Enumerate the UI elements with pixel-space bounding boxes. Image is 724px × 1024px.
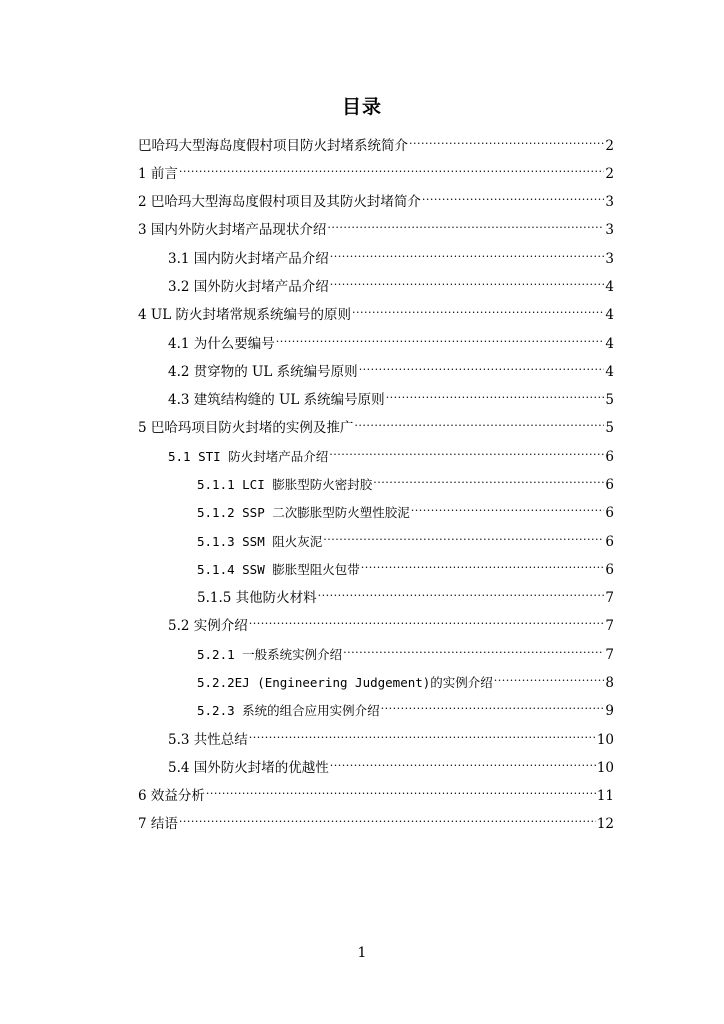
toc-entry-label: 5.4 国外防火封堵的优越性 — [168, 760, 329, 776]
toc-entry-4[interactable] — [138, 299, 614, 323]
toc-entry-label: 5.1.5 其他防火材料 — [197, 590, 317, 606]
toc-entry-page: 5 — [605, 392, 614, 408]
toc-entry-2[interactable] — [138, 186, 614, 210]
dot-leader — [249, 724, 596, 744]
dot-leader — [494, 667, 605, 687]
toc-entry-label: 3.1 国内防火封堵产品介绍 — [168, 251, 329, 267]
toc-entry-label: 5 巴哈玛项目防火封堵的实例及推广 — [138, 420, 354, 436]
dot-leader — [352, 299, 604, 319]
toc-entry-3[interactable] — [138, 214, 614, 238]
dot-leader — [318, 582, 605, 602]
dot-leader — [249, 610, 605, 630]
toc-entry-5-1-2[interactable] — [197, 497, 614, 521]
toc-entry-label: 1 前言 — [138, 166, 178, 182]
toc-entry-5-2-2[interactable] — [197, 667, 614, 691]
toc-entry-label: 5.3 共性总结 — [168, 732, 248, 748]
dot-leader — [179, 808, 596, 828]
toc-entry-3-2[interactable] — [168, 271, 614, 295]
toc-entry-label: 巴哈玛大型海岛度假村项目防火封堵系统简介 — [138, 138, 408, 154]
toc-entry-page: 12 — [596, 816, 614, 832]
dot-leader — [330, 271, 605, 291]
dot-leader — [359, 356, 605, 376]
toc-entry-label: 4.3 建筑结构缝的 UL 系统编号原则 — [168, 392, 385, 408]
toc-entry-label: 5.1.4 SSW 膨胀型阻火包带 — [197, 562, 360, 577]
toc-entry-5-4[interactable] — [168, 752, 614, 776]
toc-entry-page: 4 — [605, 336, 614, 352]
toc-entry-page: 10 — [596, 760, 614, 776]
toc-entry-5-1-4[interactable] — [197, 554, 614, 578]
toc-entry-page: 11 — [596, 788, 614, 804]
toc-entry-label: 5.1.2 SSP 二次膨胀型防火塑性胶泥 — [197, 505, 410, 520]
toc-entry-label: 4.1 为什么要编号 — [168, 336, 275, 352]
toc-entry-page: 7 — [605, 618, 614, 634]
toc-entry-page: 7 — [605, 647, 614, 663]
dot-leader — [323, 526, 604, 546]
toc-entry-page: 6 — [605, 505, 614, 521]
dot-leader — [206, 780, 596, 800]
toc-entry-4-2[interactable] — [168, 356, 614, 380]
toc-entry-5-1[interactable] — [168, 441, 614, 465]
toc-entry-4-3[interactable] — [168, 384, 614, 408]
toc-entry-label: 5.1.3 SSM 阻火灰泥 — [197, 534, 323, 549]
toc-entry-label: 5.2.1 一般系统实例介绍 — [197, 647, 343, 662]
toc-entry-4-1[interactable] — [168, 328, 614, 352]
toc-entry-page: 6 — [605, 477, 614, 493]
toc-entry-label: 3 国内外防火封堵产品现状介绍 — [138, 222, 327, 238]
toc-title: 目录 — [341, 96, 382, 118]
dot-leader — [409, 130, 604, 150]
toc-entry-5-2[interactable] — [168, 610, 614, 634]
toc-entry-6[interactable] — [138, 780, 614, 804]
toc-entry-page: 4 — [605, 364, 614, 380]
toc-entry-page: 9 — [605, 703, 614, 719]
dot-leader — [329, 441, 604, 461]
toc-entry-5-2-3[interactable] — [197, 695, 614, 719]
dot-leader — [381, 695, 605, 715]
dot-leader — [373, 469, 604, 489]
toc-entry-label: 6 效益分析 — [138, 788, 205, 804]
dot-leader — [422, 186, 605, 206]
toc-entry-5-1-3[interactable] — [197, 526, 614, 550]
toc-entry-label: 3.2 国外防火封堵产品介绍 — [168, 279, 329, 295]
toc-entry-label: 5.1 STI 防火封堵产品介绍 — [168, 449, 329, 464]
toc-entry-page: 2 — [605, 138, 614, 154]
toc-entry-label: 5.2.2EJ (Engineering Judgement)的实例介绍 — [197, 675, 493, 690]
toc-entry-5[interactable] — [138, 412, 614, 436]
toc-entry-page: 4 — [605, 279, 614, 295]
toc-entry-page: 3 — [605, 222, 614, 238]
toc-entry-page: 6 — [605, 562, 614, 578]
toc-entry-label: 2 巴哈玛大型海岛度假村项目及其防火封堵简介 — [138, 194, 421, 210]
dot-leader — [327, 214, 604, 234]
toc-entry-5-1-5[interactable] — [197, 582, 614, 606]
toc-entry-page: 5 — [605, 420, 614, 436]
toc-entry-label: 5.1.1 LCI 膨胀型防火密封胶 — [197, 477, 373, 492]
dot-leader — [179, 158, 605, 178]
toc-entry-7[interactable] — [138, 808, 614, 832]
toc-entry-page: 8 — [605, 675, 614, 691]
toc-entry-page: 6 — [605, 449, 614, 465]
toc-entry-page: 3 — [605, 194, 614, 210]
toc-entry-label: 5.2.3 系统的组合应用实例介绍 — [197, 703, 380, 718]
toc-entry-page: 6 — [605, 534, 614, 550]
toc-entry-page: 2 — [605, 166, 614, 182]
toc-entry-page: 3 — [605, 251, 614, 267]
dot-leader — [330, 752, 596, 772]
dot-leader — [276, 328, 605, 348]
dot-leader — [361, 554, 605, 574]
toc-entry-1[interactable] — [138, 158, 614, 182]
dot-leader — [330, 243, 605, 263]
toc-entry-5-1-1[interactable] — [197, 469, 614, 493]
toc-entry-label: 4 UL 防火封堵常规系统编号的原则 — [138, 307, 352, 323]
dot-leader — [343, 639, 604, 659]
toc-entry-label: 7 结语 — [138, 816, 178, 832]
dot-leader — [411, 497, 605, 517]
toc-entry-intro[interactable] — [138, 130, 614, 154]
dot-leader — [354, 412, 604, 432]
toc-entry-5-2-1[interactable] — [197, 639, 614, 663]
toc-entry-page: 7 — [605, 590, 614, 606]
toc-entry-label: 5.2 实例介绍 — [168, 618, 248, 634]
toc-entry-3-1[interactable] — [168, 243, 614, 267]
toc-entry-page: 4 — [605, 307, 614, 323]
page-number: 1 — [357, 945, 367, 961]
toc-entry-page: 10 — [596, 732, 614, 748]
toc-entry-label: 4.2 贯穿物的 UL 系统编号原则 — [168, 364, 358, 380]
dot-leader — [386, 384, 605, 404]
toc-entry-5-3[interactable] — [168, 724, 614, 748]
